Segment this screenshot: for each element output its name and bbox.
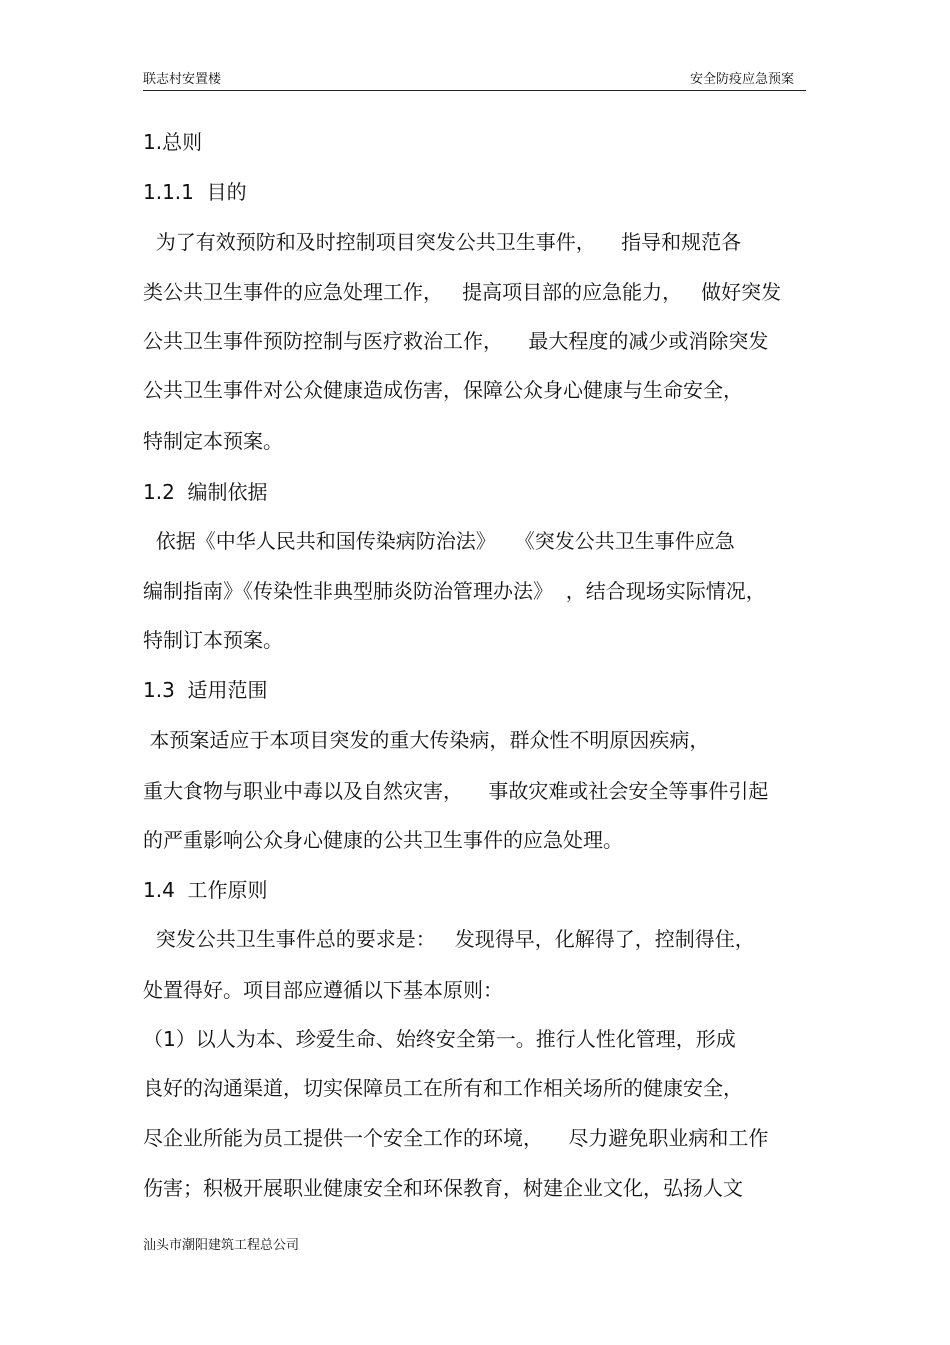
header-document-title: 安全防疫应急预案 [689,72,794,87]
subsection-heading: 1.1.1 目的 [143,180,247,204]
subsection-heading: 1.4 工作原则 [143,878,268,902]
paragraph-line: 公共卫生事件预防控制与医疗救治工作， 最大程度的减少或消除突发 [143,329,769,353]
paragraph-line: 编制指南》《传染性非典型肺炎防治管理办法》 ，结合现场实际情况， [143,579,766,603]
paragraph-line: 的严重影响公众身心健康的公共卫生事件的应急处理。 [143,828,623,852]
paragraph-line: 重大食物与职业中毒以及自然灾害， 事故灾难或社会安全等事件引起 [143,779,769,803]
paragraph-line: 尽企业所能为员工提供一个安全工作的环境， 尽力避免职业病和工作 [143,1126,769,1150]
paragraph-line: 特制定本预案。 [143,429,283,453]
paragraph-line: 特制订本预案。 [143,628,283,652]
paragraph-line: 伤害；积极开展职业健康安全和环保教育，树建企业文化，弘扬人文 [143,1176,743,1200]
paragraph-line: 依据《中华人民共和国传染病防治法》 《突发公共卫生事件应急 [143,529,735,553]
header-project-name: 联志村安置楼 [143,72,222,87]
paragraph-line: 本预案适应于本项目突发的重大传染病，群众性不明原因疾病， [143,728,710,752]
page-header [143,66,806,91]
page-footer: 汕头市潮阳建筑工程总公司 [143,1238,300,1253]
paragraph-line: （1）以人为本、珍爱生命、始终安全第一。推行人性化管理，形成 [143,1027,736,1051]
section-heading: 1.总则 [143,130,203,154]
paragraph-line: 为了有效预防和及时控制项目突发公共卫生事件， 指导和规范各 [143,230,742,254]
paragraph-line: 处置得好。项目部应遵循以下基本原则： [143,978,503,1002]
subsection-heading: 1.2 编制依据 [143,480,268,504]
subsection-heading: 1.3 适用范围 [143,678,268,702]
paragraph-line: 类公共卫生事件的应急处理工作， 提高项目部的应急能力， 做好突发 [143,280,782,304]
paragraph-line: 公共卫生事件对公众健康造成伤害，保障公众身心健康与生命安全， [143,378,743,402]
paragraph-line: 突发公共卫生事件总的要求是： 发现得早，化解得了，控制得住， [143,927,755,951]
paragraph-line: 良好的沟通渠道，切实保障员工在所有和工作相关场所的健康安全， [143,1076,743,1100]
